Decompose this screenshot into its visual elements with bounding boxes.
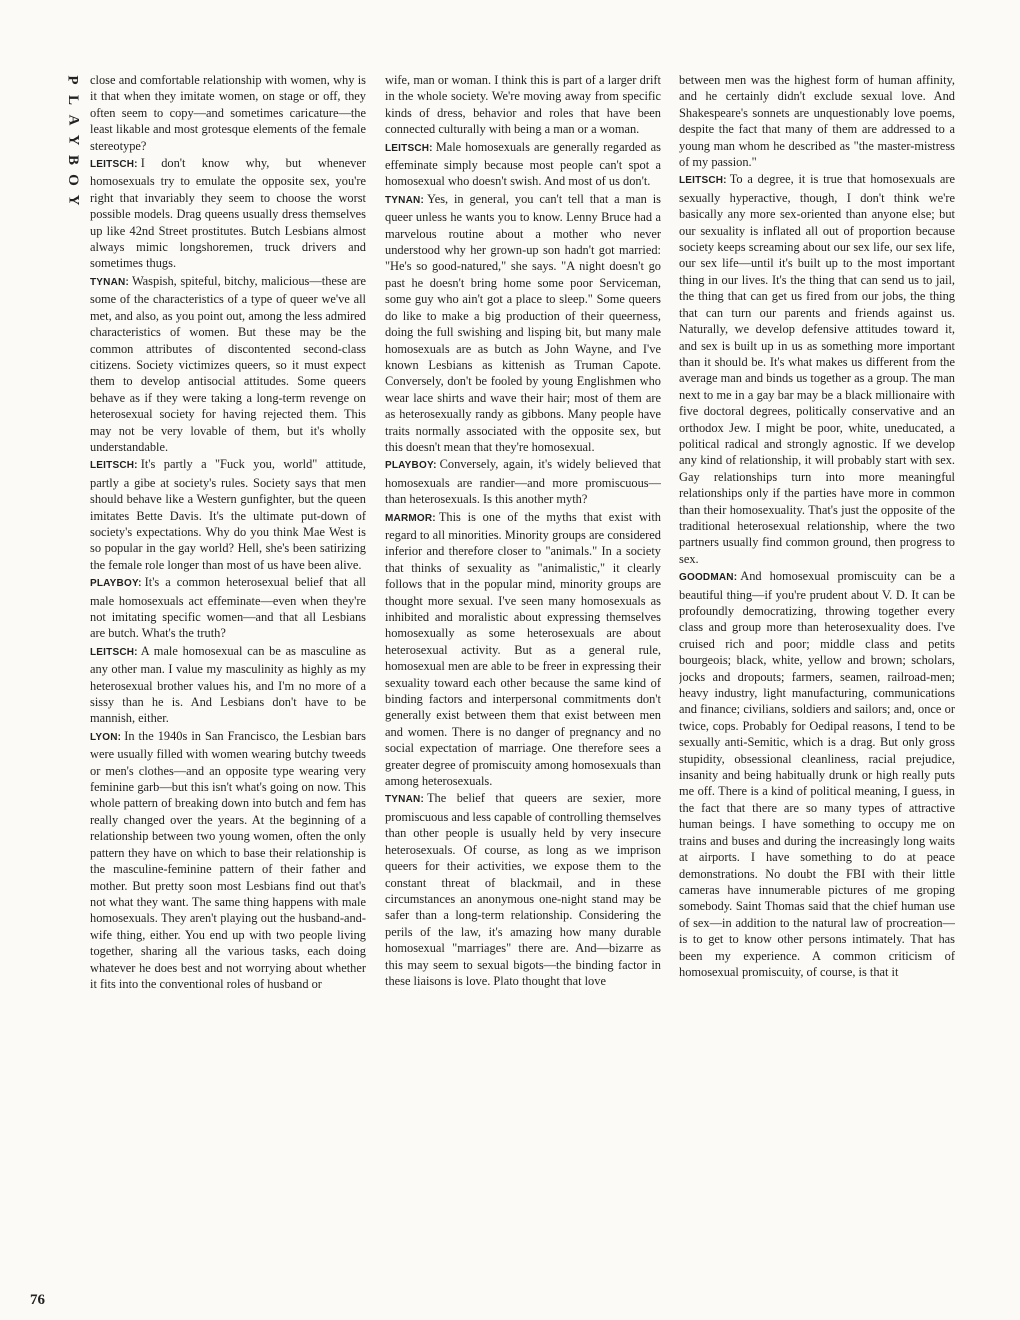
paragraph-text: It's a common heterosexual belief that all male homosexuals act effeminate—even when they're not imitating specific women—and that all Lesbians are butch. What's the truth? — [90, 575, 366, 641]
logo-letter: Y — [65, 134, 81, 146]
speaker-label: PLAYBOY: — [90, 578, 142, 590]
logo-letter: P — [64, 75, 81, 85]
paragraph-text: A male homosexual can be as masculine as any other man. I value my masculinity as highly as my heterosexual brother values his, and I'm no more of a sissy than he is. And Lesbians don't have to be mannish, either. — [90, 643, 366, 726]
paragraph — [90, 643, 366, 727]
page-number: 76 — [30, 1292, 45, 1308]
playboy-side-logo — [58, 70, 82, 210]
speaker-label: LEITSCH: — [679, 175, 727, 187]
paragraph — [385, 139, 661, 190]
paragraph — [385, 72, 661, 138]
paragraph-text: wife, man or woman. I think this is part of a larger drift in the whole society. We're moving away from specific kinds of dress, behavior and roles that have been connected culturally with being a man or a woman. — [385, 73, 661, 137]
logo-letter: A — [65, 114, 81, 126]
paragraph — [90, 728, 366, 993]
speaker-label: LEITSCH: — [90, 646, 138, 658]
speaker-label: TYNAN: — [385, 794, 424, 806]
text-column-2 — [385, 72, 661, 1317]
speaker-label: TYNAN: — [385, 194, 424, 206]
paragraph — [385, 456, 661, 507]
logo-letter: O — [64, 174, 81, 186]
paragraph-text: In the 1940s in San Francisco, the Lesbian bars were usually filled with women wearing butchy tweeds or men's clothes—and an opposite type wearing very feminine garb—but this isn't what's going on now. This whole pattern of breaking down into butch and fem has really changed over the years. At the beginning of a relationship between two young women, often the only pattern they have on which to base their relationship is the masculine-feminine pattern of their father and mother. But pretty soon most Lesbians find out that's not what they want. The same thing happens with male homosexuals. They aren't playing out the husband-and-wife thing, either. You end up with two people living together, sharing all the various tasks, each doing whatever he does best and not worrying about whether it fits into the conventional roles of husband or — [90, 728, 366, 991]
paragraph — [90, 456, 366, 573]
paragraph — [90, 273, 366, 455]
speaker-label: TYNAN: — [90, 276, 129, 288]
speaker-label: PLAYBOY: — [385, 460, 437, 472]
paragraph-text: Conversely, again, it's widely believed that homosexuals are randier—and more promiscuous—than heterosexuals. Is this another myth? — [385, 457, 661, 507]
paragraph — [385, 191, 661, 456]
text-column-3 — [679, 72, 955, 1317]
speaker-label: LEITSCH: — [385, 142, 433, 154]
logo-letter: L — [64, 94, 81, 106]
paragraph-text: To a degree, it is true that homosexuals are sexually hyperactive, though, I don't think we're basically any more sex-oriented than anyone else; but our sexuality is inflated all out of proportion because society keeps screaming about our sex life, our sex life, our sex life—until it's built up to the most important thing in our lives. It's the thing that can send us to jail, the thing that can get us fired from our jobs, the thing that can turn our parents and friends against us. Naturally, we develop defensive attitudes toward it, and sex is built up in us as something more important than it should be. It's what makes us different from the average man and binds us together as a group. The man next to me in a gay bar may be a black millionaire with five doctoral degrees, politically conservative and an orthodox Jew. I might be poor, white, uneducated, a political radical and strongly agnostic. If we develop any kind of relationship, it will probably start with sex. Gay relationships turn into more meaningful relationships only if the parties have more in common than their homosexuality. That's just the opposite of the traditional heterosexual relationship, where the two partners usually find common ground, then progress to sex. — [679, 172, 955, 566]
paragraph — [679, 72, 955, 170]
paragraph-text: Yes, in general, you can't tell that a man is queer unless he wants you to know. Lenny Bruce had a marvelous routine about a mother who never understood why her grown-up son hadn't got married: "He's so good-natured," she says. "A night doesn't go past he doesn't bring home some poor Serviceman, some guy who ain't got a place to sleep." Some queers do like to make a big production of their queerness, doing the full swishing and lisping bit, but many male homosexuals are as butch as John Wayne, and I've known Lesbians as kittenish as Truman Capote. Conversely, don't be fooled by young Englishmen who wear lace shirts and wave their hair; most of them are as heterosexually randy as gibbons. Many people have traits normally associated with the opposite sex, but this doesn't mean that they're homosexual. — [385, 191, 661, 454]
logo-letter: Y — [65, 194, 81, 206]
logo-letter: B — [64, 154, 81, 166]
paragraph — [90, 574, 366, 642]
paragraph-text: And homosexual promiscuity can be a beautiful thing—if you're prudent about V. D. It can be profoundly democratizing, throwing together every class and group more than heterosexuality does. I've cruised rich and poor; middle class and petits bourgeois; black, white, yellow and brown; scholars, jocks and dropouts; farmers, seamen, railroad-men; heavy industry, light manufacturing, communications and finance; civilians, soldiers and sailors; and, once or twice, cops. Probably for Oedipal reasons, I tend to be sexually anti-Semitic, which is a drag. But only gross stupidity, obsessional cleanliness, racial prejudice, insanity and being habitually drunk or high really puts me off. There is a kind of political meaning, I guess, in the fact that there are so many types of attractive human beings. I have something to occupy me on trains and buses and during the increasingly long waits at airports. I have something to do at peace demonstrations. No doubt the FBI with their little cameras have innumerable pictures of me groping somebody. Saint Thomas said that the chief human use of sex—in addition to the natural law of procreation—is to get to know other persons intimately. That has been my experience. A common criticism of homosexual promiscuity, of course, is that it — [679, 569, 955, 979]
paragraph-text: Male homosexuals are generally regarded as effeminate simply because most people can't spot a homosexual who doesn't swish. And most of us don't. — [385, 139, 661, 189]
paragraph — [679, 568, 955, 980]
speaker-label: LEITSCH: — [90, 460, 138, 472]
paragraph-text: I don't know why, but whenever homosexuals try to emulate the opposite sex, you're right that invariably they seem to choose the worst possible models. Drag queens usually dress themselves up like 42nd Street prostitutes. Butch Lesbians almost always mimic longshoremen, truck drivers and sometimes thugs. — [90, 156, 366, 271]
speaker-label: MARMOR: — [385, 512, 436, 524]
text-column-1 — [90, 72, 366, 1317]
paragraph — [679, 171, 955, 567]
paragraph — [90, 72, 366, 154]
paragraph — [385, 509, 661, 790]
paragraph-text: It's partly a "Fuck you, world" attitude, partly a gibe at society's rules. Society says that men should behave like a Western gunfighter, but the queen imitates Bette Davis. It's the ultimate put-down of society's expectations. Why do you think Mae West is so popular in the gay world? Hell, she's been satirizing the female role longer than most of us have been alive. — [90, 457, 366, 572]
paragraph-text: between men was the highest form of human affinity, and he certainly didn't exclude sexual love. And Shakespeare's sonnets are unquestionably love poems, despite the fact that many of them are addressed to a young man whom he described as "the master-mistress of my passion." — [679, 73, 955, 170]
paragraph-text: close and comfortable relationship with women, why is it that when they imitate women, on stage or off, they often seem to copy—and sometimes caricature—the least likable and most grotesque elements of the female stereotype? — [90, 73, 366, 153]
paragraph-text: The belief that queers are sexier, more promiscuous and less capable of controlling themselves than other people is usually held by very insecure heterosexuals. Of course, as long as we imprison queers for their activities, we expose them to the constant threat of blackmail, and in these circumstances an anonymous one-night stand may be safer than a long-term relationship. Considering the perils of the law, it's amazing how many durable homosexual "marriages" there are. And—bizarre as this may seem to sexual bigots—the binding factor in these liaisons is love. Plato thought that love — [385, 791, 661, 988]
paragraph — [90, 155, 366, 272]
speaker-label: GOODMAN: — [679, 572, 738, 584]
paragraph-text: This is one of the myths that exist with regard to all minorities. Minority groups are considered inferior and therefore closer to "animals." In a society that thinks of sexuality as "animalistic," it clearly follows that in the popular mind, minority groups are thought more sexual. I've seen many homosexuals as inhibited and moralistic about expressing themselves homosexually as some heterosexuals are about heterosexual activity. But as a general rule, homosexual men are able to be freer in expressing their sexuality toward each other because the same kind of binding factors and interpersonal commitments don't generally exist between them that exist between men and women. There is no danger of pregnancy and no social expectation of marriage. One therefore sees a greater degree of promiscuity among homosexuals than among heterosexuals. — [385, 509, 661, 789]
paragraph-text: Waspish, spiteful, bitchy, malicious—these are some of the characteristics of a type of queer we've all met, and also, as you point out, among the less admired characteristics of women. But these may be the common attributes of discontented second-class citizens. Society victimizes queers, so it must expect them to develop antisocial attitudes. Some queers behave as if they were taking a long-term revenge on heterosexual society for having rejected them. This may not be very lovable of them, but it's wholly understandable. — [90, 273, 366, 454]
speaker-label: LYON: — [90, 731, 122, 743]
speaker-label: LEITSCH: — [90, 159, 138, 171]
paragraph — [385, 790, 661, 989]
